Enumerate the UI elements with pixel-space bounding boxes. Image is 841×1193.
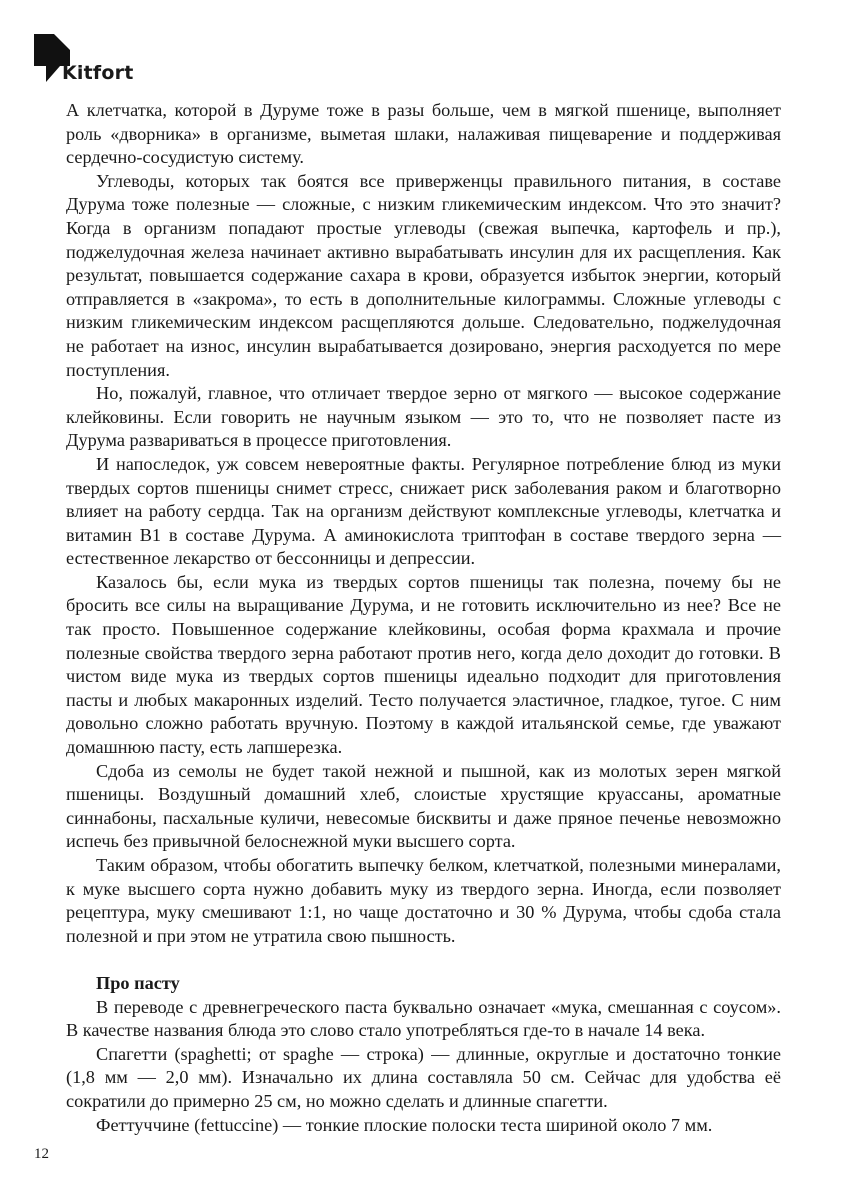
paragraph: Таким образом, чтобы обогатить выпечку белком, клетчаткой, полезными минералами, к муке высшего сорта нужно добавить муку из твердого зерна. Иногда, если позволяет рецептура, муку смешивают 1:1, но чаще достаточно и 30 % Дурума, чтобы сдоба стала полезной и при этом не утратила свою пышность.	[66, 855, 781, 946]
paragraph: В переводе с древнегреческого паста буквально означает «мука, смешанная с соусом». В качестве названия блюда это слово стало употребляться где-то в начале 14 века.	[66, 996, 781, 1041]
paragraph: Сдоба из семолы не будет такой нежной и пышной, как из молотых зерен мягкой пшеницы. Воздушный домашний хлеб, слоистые хрустящие круассаны, ароматные синнабоны, пасхальные куличи, невесомые бисквиты и даже пряное печенье невозможно испечь без привычной белоснежной муки высшего сорта.	[66, 760, 781, 852]
paragraph: Спагетти (spaghetti; от spaghe — строка) — длинные, округлые и достаточно тонкие (1,8 мм — 2,0 мм). Изначально их длина составляла 50 см. Сейчас для удобства её сократили до примерно 25 см, но можно сделать и длинные спагетти.	[66, 1043, 781, 1111]
article-body	[66, 99, 781, 1137]
paragraph: Но, пожалуй, главное, что отличает твердое зерно от мягкого — высокое содержание клейковины. Если говорить не научным языком — это то, что не позволяет пасте из Дурума развариваться в процессе приготовления.	[66, 383, 781, 451]
kitfort-logo	[32, 34, 162, 90]
paragraph: А клетчатка, которой в Дуруме тоже в разы больше, чем в мягкой пшенице, выполняет роль «дворника» в организме, выметая шлаки, налаживая пищеварение и поддерживая сердечно-сосудистую систему.	[66, 100, 781, 168]
logo-text: Kitfort	[62, 62, 134, 84]
page-number: 12	[34, 1146, 49, 1162]
paragraph: И напоследок, уж совсем невероятные факты. Регулярное потребление блюд из муки твердых сортов пшеницы снимет стресс, снижает риск заболевания раком и благотворно влияет на работу сердца. Так на организм действуют комплексные углеводы, клетчатка и витамин B1 в составе Дурума. А аминокислота триптофан в составе твердого зерна — естественное лекарство от бессонницы и депрессии.	[66, 453, 781, 569]
paragraph: Казалось бы, если мука из твердых сортов пшеницы так полезна, почему бы не бросить все силы на выращивание Дурума, и не готовить исключительно из нее? Все не так просто. Повышенное содержание клейковины, особая форма крахмала и прочие полезные свойства твердого зерна работают против него, когда дело доходит до готовки. В чистом виде мука из твердых сортов пшеницы идеально подходит для приготовления пасты и любых макаронных изделий. Тесто получается эластичное, гладкое, тугое. С ним довольно сложно работать вручную. Поэтому в каждой итальянской семье, где уважают домашнюю пасту, есть лапшерезка.	[66, 571, 781, 758]
paragraph: Углеводы, которых так боятся все приверженцы правильного питания, в составе Дурума тоже полезные — сложные, с низким гликемическим индексом. Что это значит? Когда в организм попадают простые углеводы (свежая выпечка, картофель и пр.), поджелудочная железа начинает активно вырабатывать инсулин для их расщепления. Как результат, повышается содержание сахара в крови, образуется избыток энергии, который отправляется в «закрома», то есть в дополнительные килограммы. Сложные углеводы с низким гликемическим индексом расщепляются дольше. Следовательно, поджелудочная не работает на износ, инсулин вырабатывается дозировано, энергия расходуется по мере поступления.	[66, 170, 781, 380]
paragraph: Феттуччине (fettuccine) — тонкие плоские полоски теста шириной около 7 мм.	[96, 1114, 713, 1135]
section-heading: Про пасту	[96, 972, 180, 993]
